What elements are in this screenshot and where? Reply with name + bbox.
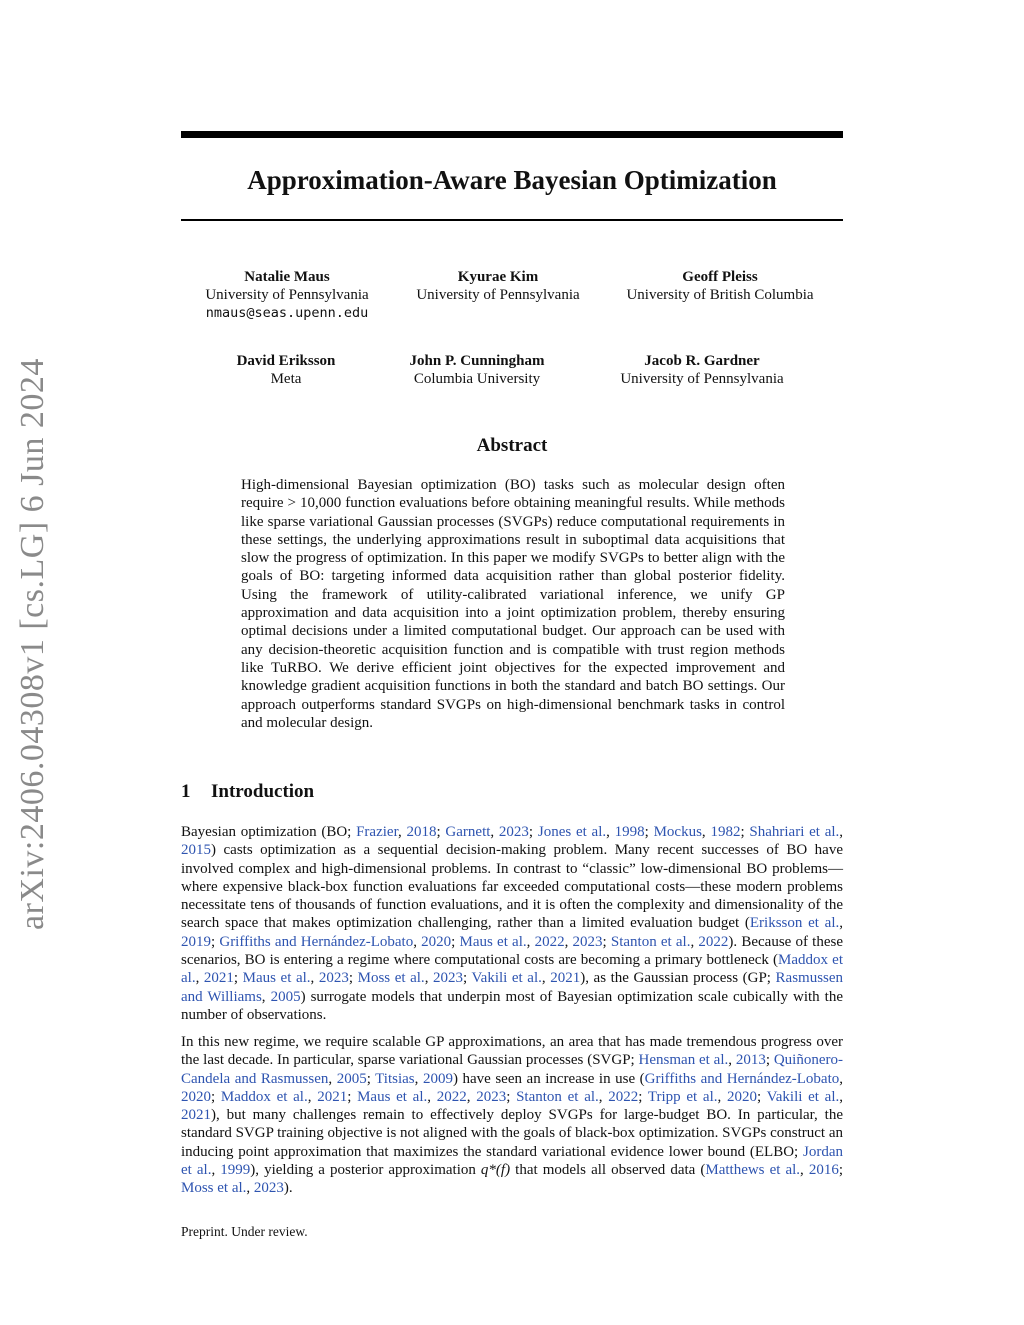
author-name: Kyurae Kim [457, 269, 539, 285]
citation-link[interactable]: Matthews et al. [705, 1162, 801, 1179]
author-email[interactable]: nmaus@seas.upenn.edu [205, 305, 369, 321]
citation-link[interactable]: 2020 [181, 1088, 211, 1105]
author-name: Natalie Maus [244, 269, 330, 285]
section-heading [181, 781, 581, 803]
paragraph-text: , [307, 1088, 318, 1105]
author-block [392, 352, 562, 388]
paragraph-text: , [490, 824, 499, 840]
paragraph-text: that models all observed data ( [510, 1162, 706, 1179]
paragraph-text: ). Because of these scenarios, BO is entering a regime where computational costs are becoming a primary bottleneck ( [181, 933, 843, 969]
citation-link[interactable]: Tripp et al. [647, 1088, 718, 1105]
abstract-heading: Abstract [476, 435, 548, 456]
citation-link[interactable]: Maus et al. [242, 970, 311, 987]
citation-link[interactable]: Rasmussen and Williams [181, 970, 844, 1005]
citation-link[interactable]: Hensman et al. [638, 1052, 729, 1069]
section-number: 1 [181, 781, 191, 802]
citation-link[interactable]: Jordan et al. [181, 1143, 843, 1179]
citation-link[interactable]: 2013 [735, 1052, 766, 1069]
paragraph-text: , [310, 970, 319, 987]
intro-paragraph-2 [181, 1033, 843, 1198]
paragraph-text: ), yielding a posterior approximation [250, 1162, 481, 1179]
paragraph-text: , [839, 1088, 844, 1105]
citation-link[interactable]: Moss et al. [181, 1180, 247, 1197]
citation-link[interactable]: Vakili et al. [766, 1088, 840, 1105]
paragraph-text: , [839, 824, 844, 840]
paragraph-text: ; [436, 824, 446, 840]
citation-link[interactable]: 2019 [181, 933, 211, 950]
section-title: Introduction [211, 781, 315, 802]
author-affiliation: University of Pennsylvania [205, 287, 369, 303]
citation-link[interactable]: 2022 [436, 1088, 467, 1105]
paragraph-text: ; [602, 933, 611, 950]
paragraph-text: , [717, 1088, 727, 1105]
citation-link[interactable]: Griffiths and Hernández-Lobato [219, 933, 414, 950]
math-expression: q*(f) [480, 1162, 511, 1179]
paragraph-text: ; [366, 1070, 376, 1087]
paragraph-text: ; [765, 1052, 774, 1069]
paragraph-text: ; [506, 1088, 517, 1105]
author-name: Geoff Pleiss [682, 269, 758, 285]
paragraph-text: , [690, 933, 699, 950]
citation-link[interactable]: Jones et al. [537, 824, 607, 840]
citation-link[interactable]: Frazier [356, 824, 398, 840]
citation-link[interactable]: 2005 [336, 1070, 367, 1087]
paragraph-text: ; [211, 1088, 221, 1105]
citation-link[interactable]: Maus et al. [357, 1088, 428, 1105]
paragraph-text: ). [283, 1180, 293, 1197]
paragraph-text: ), but many challenges remain to effectively deploy SVGPs for large-budget BO. In particular, the standard SVGP training objective is not aligned with the goals of black-box optimization. SVGPs construct an inducing point approximation that maximizes the standard variational evidence lower bound (ELBO; [181, 1107, 843, 1160]
paragraph-text: ), as the Gaussian process (GP; [580, 970, 776, 987]
paragraph-text: , [701, 824, 711, 840]
arxiv-identifier: arXiv:2406.04308v1 [cs.LG] 6 Jun 2024 [14, 358, 51, 930]
author-block [190, 268, 384, 322]
author-affiliation: University of Pennsylvania [620, 371, 784, 387]
citation-link[interactable]: 2021 [550, 970, 581, 987]
citation-link[interactable]: 2020 [726, 1088, 757, 1105]
paragraph-text: ; [528, 824, 538, 840]
paragraph-text: ) have seen an increase in use ( [452, 1070, 645, 1087]
paragraph-text: , [466, 1088, 477, 1105]
paragraph-text: ) surrogate models that underpin most of Bayesian optimization scale cubically with the number of observations. [181, 988, 844, 1023]
citation-link[interactable]: 2023 [253, 1180, 284, 1197]
intro-paragraph-1 [181, 823, 843, 1024]
citation-link[interactable]: Maddox et al. [181, 952, 843, 987]
citation-link[interactable]: Quiñonero-Candela and Rasmussen [181, 1052, 843, 1087]
paragraph-text: ; [644, 824, 654, 840]
author-affiliation: University of British Columbia [626, 287, 814, 303]
paragraph-text: , [839, 915, 843, 932]
abstract-text: High-dimensional Bayesian optimization (BO) tasks such as molecular design often require > 10,000 function evaluations before obtaining meaningful results. While methods like sparse variational Gaussian processes (SVGPs) reduce computational requirements in these settings, the underlying approximations result in suboptimal data acquisitions that slow the progress of optimization. In this paper we modify SVGPs to better align with the goals of BO: targeting informed data acquisition rather than global posterior fidelity. Using the framework of utility-calibrated variational inference, we unify GP approximation and data acquisition into a joint optimization problem, thereby ensuring optimal decisions under a limited computational budget. Our approach can be used with any decision-theoretic acquisition function and is compatible with trust region methods like TuRBO. We derive efficient joint objectives for the expected improvement and knowledge gradient acquisition functions in both the standard and batch BO settings. Our approach outperforms standard SVGPs on high-dimensional benchmark tasks in control and molecular design. [241, 477, 785, 731]
footer-note: Preprint. Under review. [181, 1224, 308, 1239]
paragraph-text: , [211, 1162, 221, 1179]
citation-link[interactable]: 2023 [433, 970, 464, 987]
citation-link[interactable]: 2018 [406, 824, 437, 840]
paragraph-text: ; [233, 970, 243, 987]
paragraph-text: , [427, 1088, 437, 1105]
author-block [602, 352, 802, 388]
citation-link[interactable]: Maus et al. [459, 933, 527, 950]
paragraph-text: ; [838, 1162, 844, 1179]
author-affiliation: Columbia University [413, 371, 541, 387]
paragraph-text: ; [347, 1088, 358, 1105]
citation-link[interactable]: 2023 [476, 1088, 507, 1105]
citation-link[interactable]: 2021 [181, 1107, 211, 1124]
citation-link[interactable]: 2023 [498, 824, 529, 840]
paragraph-text: , [598, 1088, 609, 1105]
citation-link[interactable]: Shahriari et al. [749, 824, 840, 840]
citation-link[interactable]: 2022 [608, 1088, 639, 1105]
paper-title: Approximation-Aware Bayesian Optimization [247, 165, 777, 195]
paragraph-text: , [564, 933, 573, 950]
citation-link[interactable]: Moss et al. [357, 970, 425, 987]
paragraph-text: , [397, 824, 407, 840]
citation-link[interactable]: 1982 [710, 824, 741, 840]
citation-link[interactable]: Vakili et al. [471, 970, 542, 987]
citation-link[interactable]: 2021 [317, 1088, 348, 1105]
author-name: David Eriksson [236, 353, 336, 369]
paragraph-text: , [839, 1070, 843, 1087]
paragraph-text: , [414, 1070, 423, 1087]
citation-link[interactable]: 2022 [534, 933, 565, 950]
paragraph-text: ; [451, 933, 460, 950]
paragraph-text: ; [756, 1088, 767, 1105]
paragraph-text: , [261, 988, 271, 1005]
citation-link[interactable]: 2023 [318, 970, 349, 987]
paragraph-text: , [526, 933, 535, 950]
citation-link[interactable]: Stanton et al. [516, 1088, 599, 1105]
citation-link[interactable]: Titsias [375, 1070, 415, 1087]
citation-link[interactable]: Maddox et al. [220, 1088, 308, 1105]
citation-link[interactable]: 1999 [220, 1162, 251, 1179]
citation-link[interactable]: 2009 [422, 1070, 453, 1087]
citation-link[interactable]: 2005 [270, 988, 301, 1005]
paragraph-text: , [246, 1180, 254, 1197]
author-block [398, 268, 598, 304]
paragraph-text: ; [638, 1088, 648, 1105]
citation-link[interactable]: Stanton et al. [610, 933, 691, 950]
author-block [206, 352, 366, 388]
author-name: Jacob R. Gardner [644, 353, 760, 369]
title-bottom-rule [181, 219, 843, 221]
paragraph-text: , [195, 970, 204, 987]
citation-link[interactable]: Griffiths and Hernández-Lobato [644, 1070, 840, 1087]
citation-link[interactable]: 2022 [698, 933, 729, 950]
title-top-rule [181, 131, 843, 138]
paragraph-text: ) casts optimization as a sequential decision-making problem. Many recent successes of BO have involved complex and high-dimensional problems. In contrast to “classic” low-dimensional BO problems—where expensive black-box function evaluations far exceeded computational costs—these modern problems necessitate tens of thousands of function evaluations, and it is often the complexity and dimensionality of the search space that makes optimization challenging, rather than a limited evaluation budget ( [181, 842, 843, 932]
paragraph-text: ; [463, 970, 472, 987]
paragraph-text: ; [211, 933, 220, 950]
citation-link[interactable]: 2016 [808, 1162, 839, 1179]
paragraph-text: , [606, 824, 615, 840]
paragraph-text: , [541, 970, 551, 987]
paragraph-text: , [728, 1052, 736, 1069]
paragraph-text: In this new regime, we require scalable GP approximations, an area that has made tremendous progress over the last decade. In particular, sparse variational Gaussian processes (SVGP; [181, 1034, 843, 1069]
paragraph-text: ; [348, 970, 358, 987]
citation-link[interactable]: 2015 [181, 842, 211, 859]
paragraph-text: , [424, 970, 434, 987]
paragraph-text: ; [740, 824, 750, 840]
author-affiliation: Meta [270, 371, 302, 387]
citation-link[interactable]: Mockus [653, 824, 702, 840]
citation-link[interactable]: 2020 [421, 933, 452, 950]
citation-link[interactable]: 2021 [203, 970, 234, 987]
paragraph-text: , [413, 933, 422, 950]
paragraph-text: , [328, 1070, 337, 1087]
citation-link[interactable]: 1998 [614, 824, 645, 840]
author-name: John P. Cunningham [409, 353, 545, 369]
author-block [610, 268, 830, 304]
citation-link[interactable]: Eriksson et al. [749, 915, 840, 932]
citation-link[interactable]: Garnett [445, 824, 491, 840]
paragraph-text: Bayesian optimization (BO; [181, 824, 357, 840]
paragraph-text: , [800, 1162, 809, 1179]
author-affiliation: University of Pennsylvania [416, 287, 580, 303]
citation-link[interactable]: 2023 [572, 933, 603, 950]
